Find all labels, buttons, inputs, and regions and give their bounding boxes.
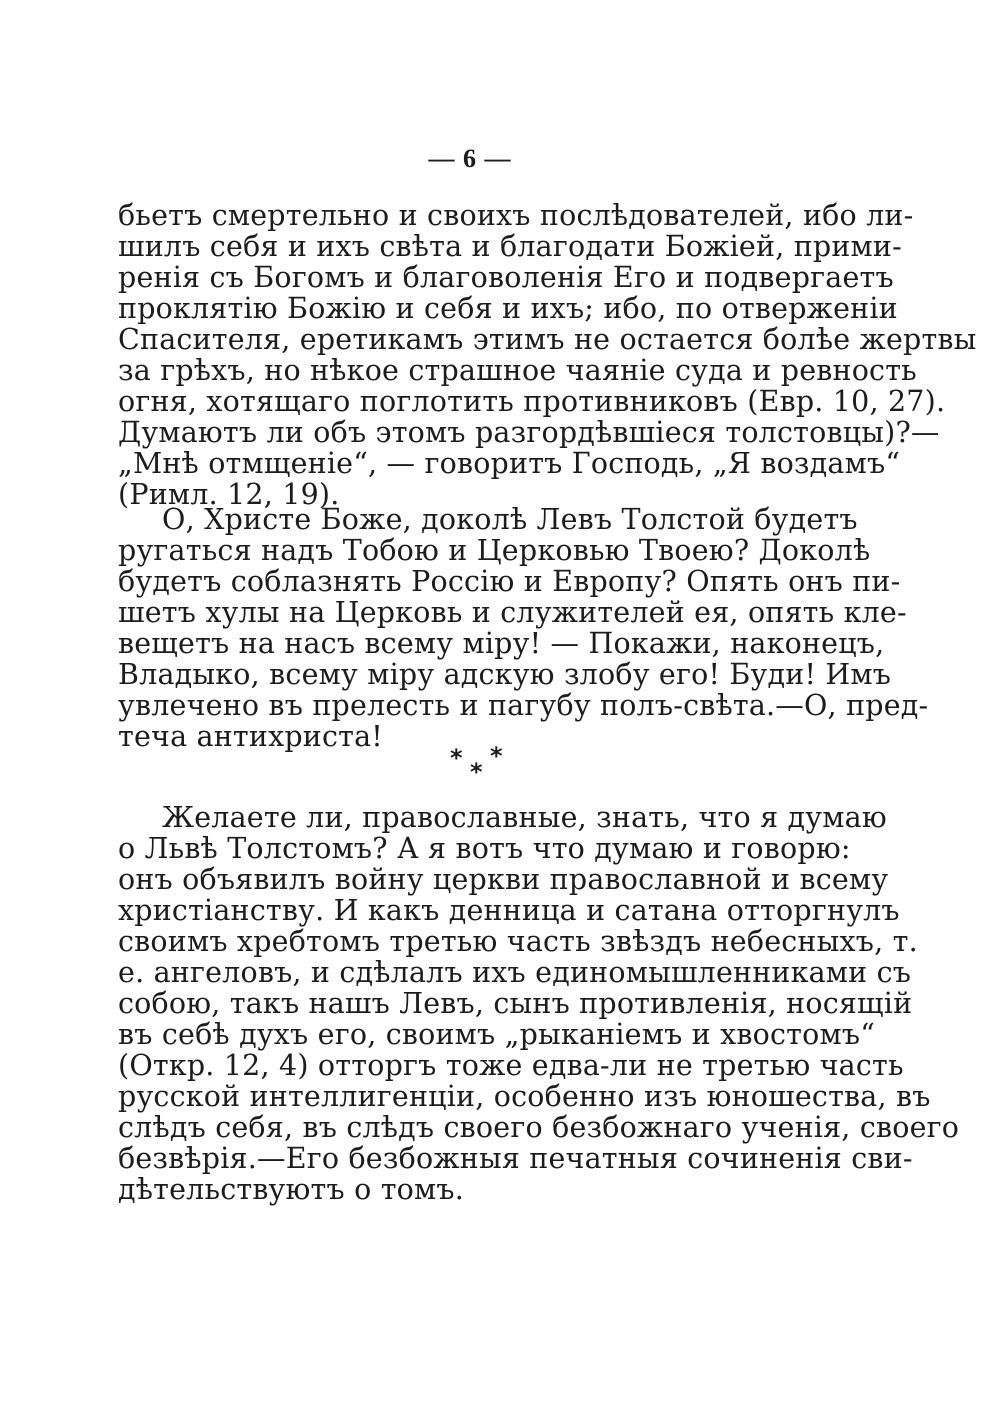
- section-divider-asterism: [448, 738, 512, 786]
- paragraph-1: [118, 199, 977, 511]
- text-line: христіанству. И какъ денница и сатана отторгнулъ: [118, 894, 900, 927]
- text-line: собою, такъ нашъ Левъ, сынъ противленія, носящій: [118, 987, 913, 1020]
- text-line: О, Христе Боже, доколѣ Левъ Толстой будетъ: [162, 503, 858, 536]
- text-line: своимъ хребтомъ третью часть звѣздъ небесныхъ, т.: [118, 925, 918, 958]
- text-line: Спасителя, еретикамъ этимъ не остается болѣе жертвы: [118, 323, 977, 356]
- text-line: ренія съ Богомъ и благоволенія Его и подвергаетъ: [118, 261, 894, 294]
- page-number: — 6 —: [428, 144, 512, 173]
- asterisk-icon: *: [450, 744, 463, 772]
- text-line: ругаться надъ Тобою и Церковью Твоею? Доколѣ: [118, 534, 871, 567]
- text-line: будетъ соблазнять Россію и Европу? Опять онъ пи-: [118, 565, 901, 598]
- text-line: слѣдъ себя, въ слѣдъ своего безбожнаго ученія, своего: [118, 1111, 960, 1144]
- text-line: за грѣхъ, но нѣкое страшное чаяніе суда и ревность: [118, 354, 917, 387]
- text-line: (Откр. 12, 4) отторгъ тоже едва-ли не третью часть: [118, 1049, 904, 1082]
- text-line: русской интеллигенціи, особенно изъ юношества, въ: [118, 1080, 931, 1113]
- text-line: шилъ себя и ихъ свѣта и благодати Божіей, прими-: [118, 230, 902, 263]
- paragraph-2: [118, 503, 929, 753]
- text-line: (Римл. 12, 19).: [118, 478, 340, 511]
- paragraph-3: [118, 801, 960, 1206]
- text-line: Думаютъ ли объ этомъ разгордѣвшіеся толстовцы)?—: [118, 416, 940, 449]
- text-line: увлечено въ прелесть и пагубу полъ-свѣта.—О, пред-: [118, 689, 929, 722]
- text-line: о Львѣ Толстомъ? А я вотъ что думаю и говорю:: [118, 832, 851, 865]
- text-line: шетъ хулы на Церковь и служителей ея, опять кле-: [118, 596, 907, 629]
- text-line: вещетъ на насъ всему міру! — Покажи, наконецъ,: [118, 627, 885, 660]
- text-line: безвѣрія.—Его безбожныя печатныя сочиненія сви-: [118, 1142, 913, 1175]
- text-line: въ себѣ духъ его, своимъ „рыканіемъ и хвостомъ“: [118, 1018, 875, 1051]
- asterisk-icon: *: [490, 742, 503, 770]
- text-line: „Мнѣ отмщеніе“, — говоритъ Господь, „Я воздамъ“: [118, 447, 901, 480]
- text-line: теча антихриста!: [118, 720, 383, 753]
- text-line: дѣтельствуютъ о томъ.: [118, 1173, 465, 1206]
- text-line: проклятію Божію и себя и ихъ; ибо, по отверженіи: [118, 292, 898, 325]
- text-line: е. ангеловъ, и сдѣлалъ ихъ единомышленниками съ: [118, 956, 912, 989]
- text-line: онъ объявилъ войну церкви православной и всему: [118, 863, 889, 896]
- text-line: Владыко, всему міру адскую злобу его! Буди! Имъ: [118, 658, 892, 691]
- text-line: Желаете ли, православные, знать, что я думаю: [162, 801, 887, 834]
- text-line: бьетъ смертельно и своихъ послѣдователей, ибо ли-: [118, 199, 914, 232]
- text-line: огня, хотящаго поглотить противниковъ (Евр. 10, 27).: [118, 385, 946, 418]
- asterisk-icon: *: [470, 758, 483, 786]
